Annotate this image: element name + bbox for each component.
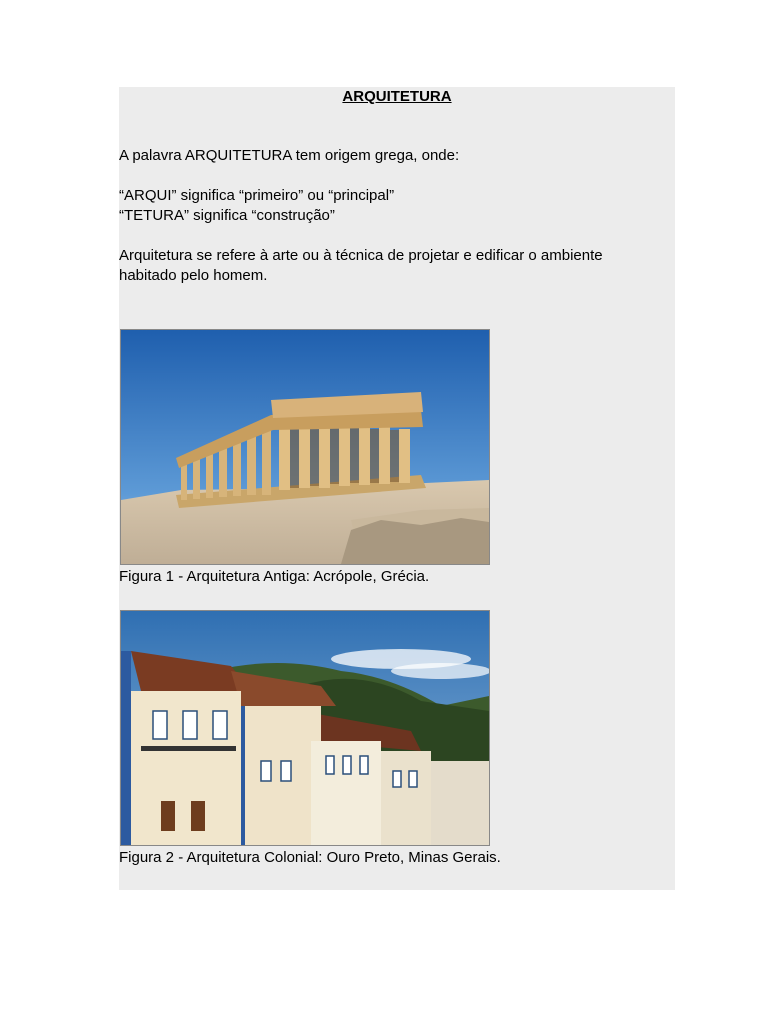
arqui-definition: “ARQUI” significa “primeiro” ou “principal” (119, 187, 395, 204)
document-page (119, 87, 675, 890)
figure-1-image (120, 329, 490, 565)
tetura-definition: “TETURA” significa “construção” (119, 207, 335, 224)
architecture-definition: Arquitetura se refere à arte ou à técnica de projetar e edificar o ambiente habitado pelo homem. (119, 247, 603, 284)
figure-1-caption: Figura 1 - Arquitetura Antiga: Acrópole, Grécia. (119, 568, 430, 585)
figure-2-image (120, 610, 490, 846)
document-title: ARQUITETURA (342, 88, 452, 105)
intro-text: A palavra ARQUITETURA tem origem grega, onde: (119, 147, 460, 164)
figure-2-caption: Figura 2 - Arquitetura Colonial: Ouro Preto, Minas Gerais. (119, 849, 501, 866)
